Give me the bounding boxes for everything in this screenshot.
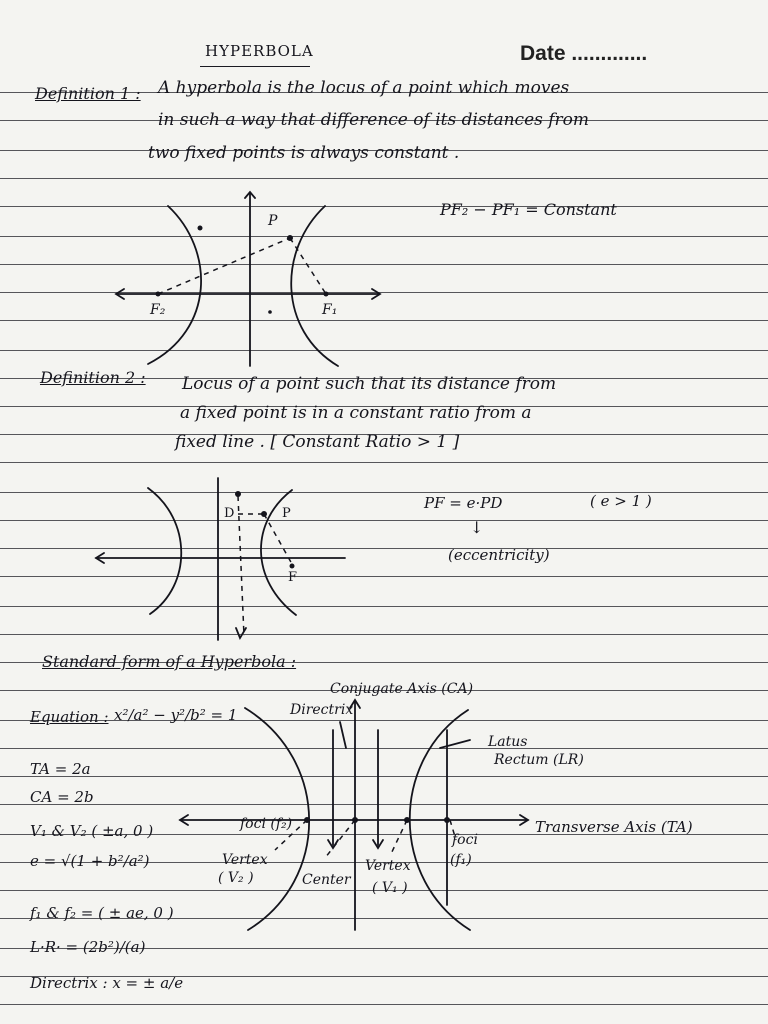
foci-right-label-1: foci [452, 832, 478, 848]
diagram2-formula: PF = e·PD [424, 494, 503, 512]
diagram1-point-p: P [268, 213, 278, 229]
definition2-line1: Locus of a point such that its distance from [182, 374, 557, 394]
directrix-label: Directrix [290, 702, 354, 718]
latus-rectum-label-1: Latus [488, 734, 528, 750]
definition1-label: Definition 1 : [35, 84, 141, 103]
page-title: HYPERBOLA [205, 42, 314, 60]
definition1-line1: A hyperbola is the locus of a point which moves [158, 78, 570, 98]
transverse-axis-label: Transverse Axis (TA) [535, 818, 693, 836]
conjugate-axis-label: Conjugate Axis (CA) [330, 681, 474, 697]
definition2-line3: fixed line . [ Constant Ratio > 1 ] [175, 432, 460, 452]
foci-left-label: foci (f₂) [240, 816, 293, 832]
diagram1-formula: PF₂ − PF₁ = Constant [440, 200, 617, 219]
definition2-label: Definition 2 : [40, 368, 146, 387]
diagram2-label-f: F [288, 570, 298, 585]
directrix-formula: Directrix : x = ± a/e [30, 974, 184, 992]
diagram2-label-d: D [224, 506, 235, 521]
date-label: Date ............. [520, 42, 648, 65]
center-label: Center [302, 872, 351, 888]
eccentricity-formula: e = √(1 + b²/a²) [30, 852, 150, 870]
diagram2-eccentricity-note: (eccentricity) [448, 546, 550, 564]
transverse-axis-length: TA = 2a [30, 760, 91, 778]
diagram2-arrow: ↓ [470, 518, 484, 537]
latus-rectum-label-2: Rectum (LR) [494, 752, 584, 768]
diagram1-focus-f2: F₂ [150, 302, 166, 318]
diagram1-focus-f1: F₁ [322, 302, 338, 318]
definition1-line3: two fixed points is always constant . [148, 143, 460, 163]
diagram2-condition: ( e > 1 ) [590, 492, 652, 510]
vertex-left-label-1: Vertex [222, 852, 268, 868]
definition2-line2: a fixed point is in a constant ratio from a [180, 403, 532, 423]
vertex-left-label-2: ( V₂ ) [218, 870, 254, 886]
conjugate-axis-length: CA = 2b [30, 788, 94, 806]
diagram2-label-p: P [282, 506, 291, 521]
foci-right-label-2: (f₁) [450, 852, 472, 868]
definition1-line2: in such a way that difference of its distances from [158, 110, 590, 130]
equation-label: Equation : [30, 708, 109, 726]
vertices: V₁ & V₂ ( ±a, 0 ) [30, 822, 154, 840]
foci-formula: f₁ & f₂ = ( ± ae, 0 ) [30, 904, 174, 922]
vertex-right-label-1: Vertex [365, 858, 411, 874]
vertex-right-label-2: ( V₁ ) [372, 880, 408, 896]
equation: x²/a² − y²/b² = 1 [114, 706, 238, 724]
standard-heading: Standard form of a Hyperbola : [42, 652, 297, 671]
latus-rectum-formula: L·R· = (2b²)/(a) [30, 938, 146, 956]
